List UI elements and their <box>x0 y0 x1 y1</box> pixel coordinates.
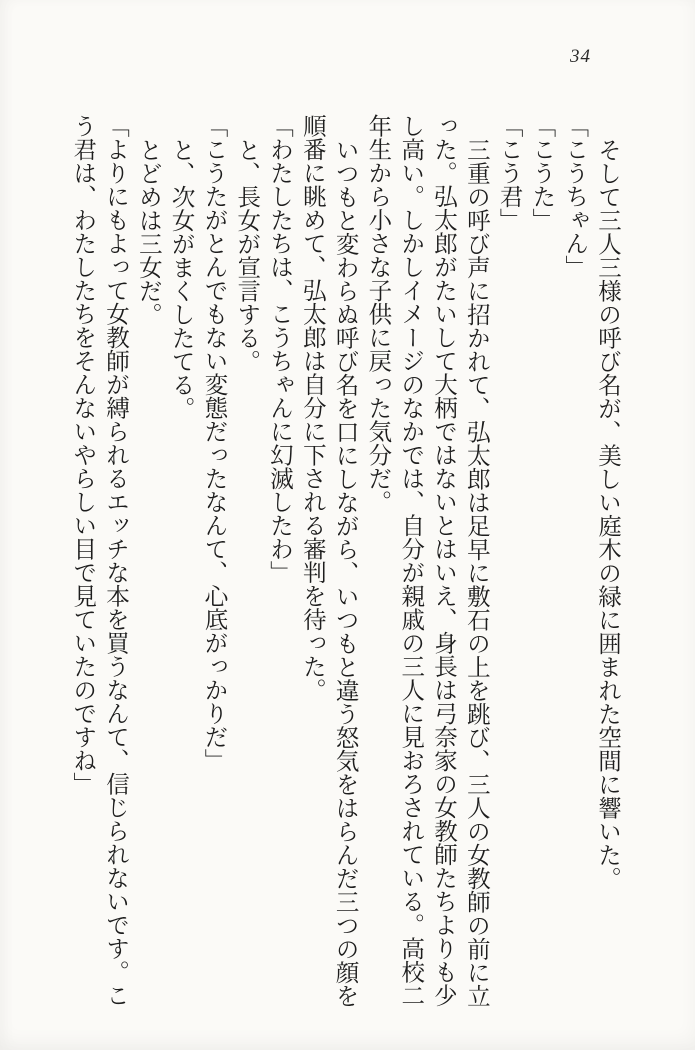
text-line-11: 「わたしたちは、こうちゃんに幻滅したわ」 <box>266 114 293 584</box>
page-text-block <box>65 114 623 1012</box>
text-line-17: う君は、わたしたちをそんないやらしい目で見ていたのですね」 <box>69 114 96 796</box>
text-line-2: 「こうちゃん」 <box>561 114 588 279</box>
text-line-1: そして三人三様の呼び名が、美しい庭木の緑に囲まれた空間に響いた。 <box>594 137 620 890</box>
text-line-8: 年生から小さな子供に戻った気分だ。 <box>364 114 391 514</box>
text-line-12: と、長女が宣言する。 <box>233 137 260 373</box>
text-line-14: と、次女がまくしたてる。 <box>167 137 194 420</box>
text-line-6: った。弘太郎がたいして大柄ではないとはいえ、身長は弓奈家の女教師たちよりも少 <box>430 114 457 1007</box>
text-line-9: いつもと変わらぬ呼び名を口にしながら、いつもと違う怒気をはらんだ三つの顔を <box>331 137 358 1007</box>
text-line-10: 順番に眺めて、弘太郎は自分に下される審判を待った。 <box>298 114 325 702</box>
text-line-7: し高い。しかしイメージのなかでは、自分が親戚の三人に見おろされている。高校二 <box>397 114 424 1007</box>
page-number: 34 <box>570 46 591 67</box>
text-line-15: とどめは三女だ。 <box>134 137 161 326</box>
text-line-13: 「こうたがとんでもない変態だったなんて、心底がっかりだ」 <box>200 114 227 772</box>
text-line-16: 「よりにもよって女教師が縛られるエッチな本を買うなんて、信じられないです。こ <box>102 114 129 1007</box>
text-line-5: 三重の呼び声に招かれて、弘太郎は足早に敷石の上を跳び、三人の女教師の前に立 <box>462 137 489 1007</box>
text-line-4: 「こう君」 <box>495 114 522 232</box>
text-line-3: 「こうた」 <box>528 114 555 232</box>
